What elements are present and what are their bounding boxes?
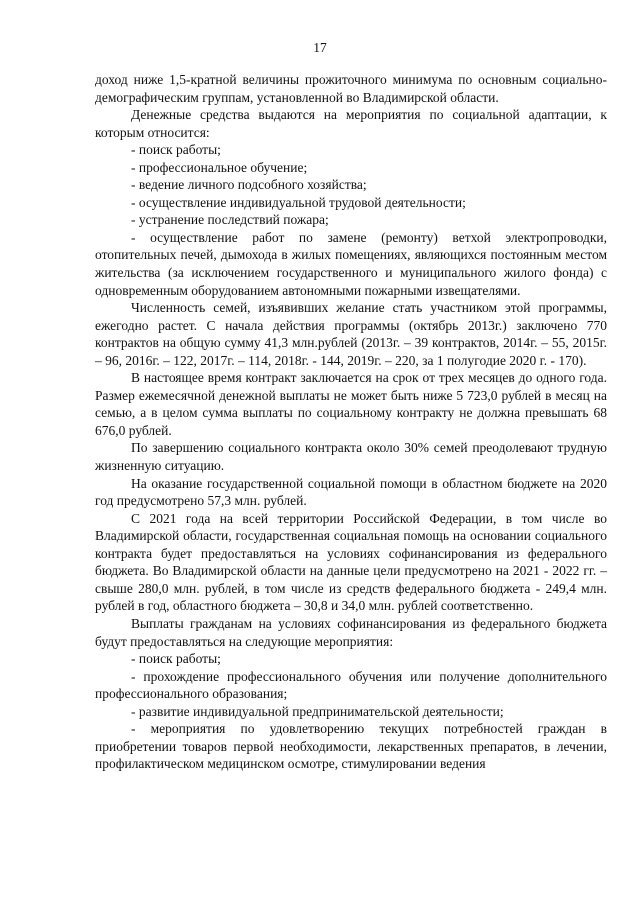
page-number: 17 [313, 40, 327, 55]
list-item: - устранение последствий пожара; [131, 212, 329, 228]
list-item: - развитие индивидуальной предпринимательской деятельности; [131, 703, 504, 719]
paragraph: Выплаты гражданам на условиях софинансирования из федерального бюджета будут предоставляться на следующие мероприятия: [95, 615, 607, 649]
list-item: - мероприятия по удовлетворению текущих потребностей граждан в приобретении товаров первой необходимости, лекарственных препаратов, в лечении, профилактическом медицинском осмотре, стимулировании ведения [95, 721, 607, 772]
paragraph: С 2021 года на всей территории Российской Федерации, в том числе во Владимирской области, государственная социальная помощь на основании социального контракта будет предоставляться на условиях софинансирования из федерального бюджета. Во Владимирской области на данные цели предусмотрено на 2021 - 2022 гг. – свыше 280,0 млн. рублей, в том числе из средств федерального бюджета - 249,4 млн. рублей в год, областного бюджета – 30,8 и 34,0 млн. рублей соответственно. [95, 510, 607, 614]
paragraph: Численность семей, изъявивших желание стать участником этой программы, ежегодно растет. С начала действия программы (октябрь 2013г.) заключено 770 контрактов на общую сумму 41,3 млн.рублей (2013г. – 39 контрактов, 2014г. – 55, 2015г. – 96, 2016г. – 122, 2017г. – 114, 2018г. - 144, 2019г. – 220, за 1 полугодие 2020 г. - 170). [95, 300, 607, 368]
list-item: - осуществление индивидуальной трудовой деятельности; [131, 194, 466, 210]
paragraph: В настоящее время контракт заключается на срок от трех месяцев до одного года. Размер ежемесячной денежной выплаты не может быть ниже 5 723,0 рублей в месяц на семью, а в целом сумма выплаты по социальному контракту не должна превышать 68 676,0 рублей. [95, 370, 607, 438]
list-item: - поиск работы; [131, 651, 221, 667]
paragraph: По завершению социального контракта около 30% семей преодолевают трудную жизненную ситуацию. [95, 440, 607, 474]
list-item: - прохождение профессионального обучения или получение дополнительного профессионального образования; [95, 668, 607, 702]
list-item: - поиск работы; [131, 142, 221, 158]
paragraph: Денежные средства выдаются на мероприятия по социальной адаптации, к которым относится: [95, 107, 607, 140]
list-item: - ведение личного подсобного хозяйства; [131, 177, 367, 193]
document-body [95, 71, 607, 773]
paragraph: доход ниже 1,5-кратной величины прожиточного минимума по основным социально-демографическим группам, установленной во Владимирской области. [95, 72, 607, 105]
list-item: - осуществление работ по замене (ремонту) ветхой электропроводки, отопительных печей, дымохода в жилых помещениях, являющихся постоянным местом жительства (за исключением государственного и муниципального жилого фонда) с одновременным оборудованием автономными пожарными извещателями. [95, 229, 607, 298]
list-item: - профессиональное обучение; [131, 159, 308, 175]
paragraph: На оказание государственной социальной помощи в областном бюджете на 2020 год предусмотрено 57,3 млн. рублей. [95, 475, 607, 509]
